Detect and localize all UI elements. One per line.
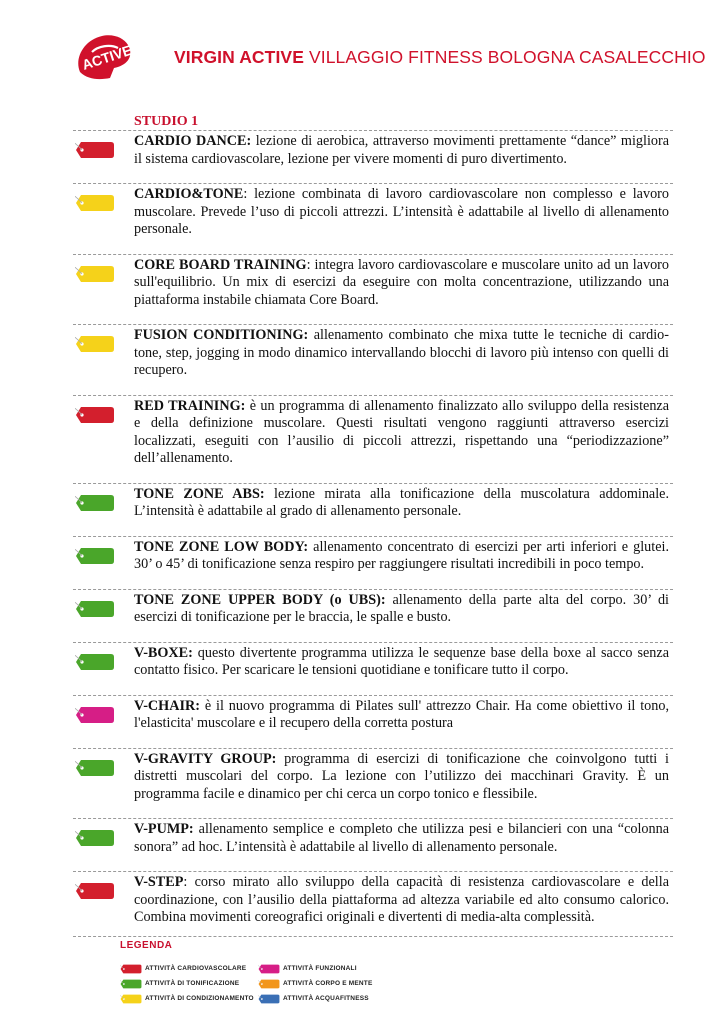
yellow-tag-icon bbox=[120, 994, 142, 1004]
magenta-tag-icon bbox=[258, 964, 280, 974]
class-entry bbox=[73, 818, 673, 865]
class-description bbox=[134, 821, 669, 856]
class-entry bbox=[73, 324, 673, 389]
class-name: V-PUMP: bbox=[134, 821, 194, 837]
class-description bbox=[134, 645, 669, 680]
yellow-tag-icon bbox=[75, 335, 115, 353]
green-tag-icon bbox=[75, 600, 115, 618]
class-name: TONE ZONE ABS: bbox=[134, 485, 265, 502]
class-text: lezione mirata alla tonificazione della muscolatura addominale. L’intensità è adattabile al grado di allenamento personale. bbox=[134, 485, 670, 519]
class-text: lezione di aerobica, attraverso movimenti prettamente “dance” migliora il sistema cardiovascolare, lezione per vivere momenti di puro divertimento. bbox=[134, 133, 670, 167]
class-description bbox=[134, 257, 669, 310]
class-text: : corso mirato allo sviluppo della capacità di resistenza cardiovascolare e della coordinazione, con l’ausilio della piattaforma ad altezza variabile ed alto consumo calorico. Combina movimenti coreografici originali e divertenti di media-alta complessità. bbox=[134, 874, 669, 925]
orange-tag-icon bbox=[258, 979, 280, 989]
class-description bbox=[134, 486, 669, 521]
legend-item bbox=[258, 992, 369, 1005]
class-text: allenamento della parte alta del corpo. 30’ di esercizi di tonificazione per le braccia, le spalle e busto. bbox=[134, 591, 669, 625]
magenta-tag-icon bbox=[75, 706, 115, 724]
legend-label: ATTIVITÀ DI TONIFICAZIONE bbox=[145, 980, 240, 987]
class-text: allenamento semplice e completo che utilizza pesi e bilancieri con una “colonna sonora” ad hoc. L’intensità è adattabile al livello di allenamento personale. bbox=[134, 821, 669, 855]
class-name: V-CHAIR: bbox=[134, 697, 200, 714]
class-description bbox=[134, 874, 669, 927]
legend-label: ATTIVITÀ FUNZIONALI bbox=[283, 965, 357, 972]
red-tag-icon bbox=[75, 141, 115, 159]
class-description bbox=[134, 698, 669, 733]
blue-tag-icon bbox=[258, 994, 280, 1004]
class-text: : lezione combinata di lavoro cardiovascolare non complesso e lavoro muscolare. Prevede l’uso di piccoli attrezzi. L’intensità è adattabile al livello di allenamento personale. bbox=[134, 186, 669, 237]
class-description bbox=[134, 186, 669, 239]
class-text: allenamento concentrato di esercizi per arti inferiori e glutei. 30’ o 45’ di tonificazione senza respiro per raggiungere risultati incredibili in poco tempo. bbox=[134, 538, 670, 572]
brand-title bbox=[174, 47, 706, 68]
yellow-tag-icon bbox=[75, 265, 115, 283]
class-entry bbox=[73, 642, 673, 689]
class-entry bbox=[73, 589, 673, 636]
class-entry bbox=[73, 395, 673, 477]
legend-label: ATTIVITÀ ACQUAFITNESS bbox=[283, 995, 369, 1002]
class-name: V-GRAVITY GROUP: bbox=[134, 750, 277, 767]
legend-label: ATTIVITÀ CORPO E MENTE bbox=[283, 980, 373, 987]
class-entry bbox=[73, 183, 673, 248]
legend-label: ATTIVITÀ CARDIOVASCOLARE bbox=[145, 965, 247, 972]
class-description bbox=[134, 327, 669, 380]
class-name: CARDIO DANCE: bbox=[134, 133, 252, 149]
class-name: V-STEP bbox=[134, 874, 184, 890]
green-tag-icon bbox=[120, 979, 142, 989]
legend-item bbox=[258, 977, 373, 990]
class-name: CARDIO&TONE bbox=[134, 186, 244, 202]
green-tag-icon bbox=[75, 653, 115, 671]
class-name: V-BOXE: bbox=[134, 644, 193, 661]
class-entry bbox=[73, 695, 673, 742]
legend bbox=[120, 940, 440, 1010]
class-list bbox=[73, 130, 673, 937]
green-tag-icon bbox=[75, 759, 115, 777]
class-entry bbox=[73, 748, 673, 813]
legend-label: ATTIVITÀ DI CONDIZIONAMENTO bbox=[145, 995, 254, 1002]
legend-item bbox=[120, 977, 239, 990]
class-description bbox=[134, 592, 669, 627]
legend-item bbox=[120, 962, 246, 975]
class-text: : integra lavoro cardiovascolare e muscolare unito ad un lavoro sull'equilibrio. Un mix di esercizi da eseguire con molta concentrazione, utilizzando una piattaforma instabile chiamata Core Board. bbox=[134, 256, 669, 308]
red-tag-icon bbox=[75, 882, 115, 900]
green-tag-icon bbox=[75, 547, 115, 565]
class-entry bbox=[73, 871, 673, 937]
class-entry bbox=[73, 483, 673, 530]
brand-location: VILLAGGIO FITNESS BOLOGNA CASALECCHIO bbox=[308, 47, 706, 67]
class-name: FUSION CONDITIONING: bbox=[134, 327, 309, 343]
class-entry bbox=[73, 254, 673, 319]
class-entry bbox=[73, 536, 673, 583]
class-name: CORE BOARD TRAINING bbox=[134, 256, 307, 273]
class-name: TONE ZONE LOW BODY: bbox=[134, 538, 309, 555]
class-name: RED TRAINING: bbox=[134, 397, 246, 414]
svg-text:ACTIVE: ACTIVE bbox=[79, 41, 134, 73]
class-description bbox=[134, 398, 669, 468]
red-tag-icon bbox=[75, 406, 115, 424]
class-text: è un programma di allenamento finalizzato allo sviluppo della resistenza e della definizione muscolare. Questi risultati vengono raggiunti attraverso esercizi localizzati, eseguiti con l’ausilio di piccoli attrezzi, rispettando una “periodizzazione” dell’allenamento. bbox=[134, 397, 670, 466]
red-tag-icon bbox=[120, 964, 142, 974]
header bbox=[0, 28, 724, 92]
class-description bbox=[134, 751, 669, 804]
class-description bbox=[134, 133, 669, 168]
class-name: TONE ZONE UPPER BODY (o UBS): bbox=[134, 591, 386, 608]
legend-item bbox=[258, 962, 357, 975]
green-tag-icon bbox=[75, 494, 115, 512]
class-text: è il nuovo programma di Pilates sull' attrezzo Chair. Ha come obiettivo il tono, l'elasticita' muscolare e il recupero della corretta postura bbox=[134, 697, 669, 731]
studio-title: STUDIO 1 bbox=[134, 114, 199, 129]
virgin-active-logo bbox=[70, 28, 140, 86]
yellow-tag-icon bbox=[75, 194, 115, 212]
legend-item bbox=[120, 992, 254, 1005]
green-tag-icon bbox=[75, 829, 115, 847]
class-description bbox=[134, 539, 669, 574]
class-text: programma di esercizi di tonificazione che coinvolgono tutti i distretti muscolari del corpo. La lezione con l’utilizzo dei macchinari Gravity. È un programma facile e dinamico per chi cerca un corpo tonico e flessibile. bbox=[134, 750, 670, 802]
class-entry bbox=[73, 130, 673, 177]
class-text: questo divertente programma utilizza le sequenze base della boxe al sacco senza contatto fisico. Per scaricare le tensioni quotidiane e tonificare tutto il corpo. bbox=[134, 644, 669, 678]
legend-title: LEGENDA bbox=[120, 940, 173, 951]
class-text: allenamento combinato che mixa tutte le tecniche di cardio-tone, step, jogging in modo dinamico intervallando blocchi di lavoro più intenso con quelli di recupero. bbox=[134, 327, 669, 378]
brand-bold: VIRGIN ACTIVE bbox=[174, 47, 304, 67]
